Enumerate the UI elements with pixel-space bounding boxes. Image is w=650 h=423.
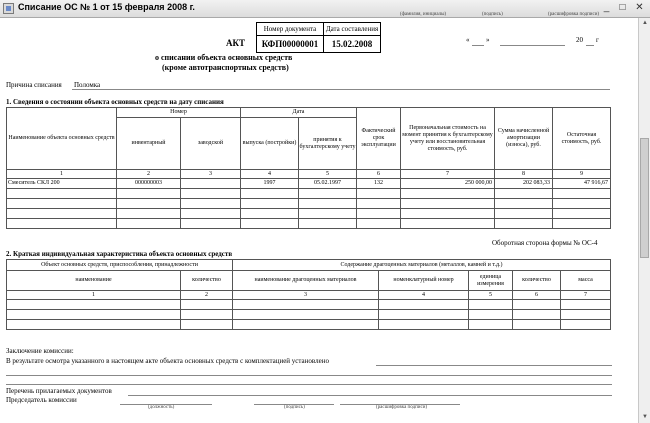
- top-sig-label-3: (расшифровка подписи): [548, 12, 600, 17]
- head-qty2: количество: [513, 271, 561, 291]
- head-term: Фактический срок эксплуатации: [357, 108, 401, 170]
- col-num-4: 4: [241, 170, 299, 179]
- cell-residual[interactable]: 47 916,67: [553, 179, 611, 189]
- col-num-5: 5: [299, 170, 357, 179]
- reason-label: Причина списания: [6, 81, 62, 89]
- conclusion-line-1: [376, 365, 612, 366]
- col-num-2: 2: [117, 170, 181, 179]
- table-row[interactable]: [7, 219, 611, 229]
- attached-docs-line: [128, 395, 612, 396]
- doc-date: 15.02.2008: [324, 36, 381, 53]
- col-num-9: 9: [553, 170, 611, 179]
- day-line: [472, 45, 484, 46]
- table-row[interactable]: [7, 320, 611, 330]
- cell-release[interactable]: 1997: [241, 179, 299, 189]
- col-num-3: 3: [181, 170, 241, 179]
- cell-factory[interactable]: [181, 179, 241, 189]
- year-prefix: 20: [576, 36, 583, 44]
- scroll-up-icon[interactable]: ▲: [642, 20, 648, 26]
- act-subtitle-1: о списании объекта основных средств: [155, 53, 293, 62]
- head-obj-name: наименование: [7, 271, 181, 291]
- act-subtitle-2: (кроме автотранспортных средств): [162, 63, 289, 72]
- document-icon: [3, 3, 14, 14]
- s2-col-num-1: 1: [7, 291, 181, 300]
- head-release: выпуска (постройки): [241, 118, 299, 170]
- sig-label-name: (расшифровка подписи): [376, 405, 428, 410]
- reason-line: [72, 89, 610, 90]
- quote-close: »: [486, 36, 490, 44]
- top-sig-label-2: (подпись): [482, 12, 503, 17]
- head-accept: принятия к бухгалтерскому учету: [299, 118, 357, 170]
- scroll-down-icon[interactable]: ▼: [642, 414, 648, 420]
- head-obj-qty: количество: [181, 271, 233, 291]
- col-num-6: 6: [357, 170, 401, 179]
- cell-amort[interactable]: 202 083,33: [495, 179, 553, 189]
- back-side-label: Оборотная сторона формы № ОС-4: [492, 239, 598, 247]
- month-line: [500, 45, 565, 46]
- head-inv: инвентарный: [117, 118, 181, 170]
- year-suffix: г: [596, 36, 599, 44]
- head-date: Дата: [241, 108, 357, 118]
- col-date-label: Дата составления: [324, 23, 381, 36]
- table-row[interactable]: [7, 300, 611, 310]
- head-factory: заводской: [181, 118, 241, 170]
- head-object: Объект основных средств, приспособления, принадлежности: [7, 260, 233, 271]
- scroll-thumb[interactable]: [640, 138, 649, 258]
- vertical-scrollbar[interactable]: [638, 18, 650, 423]
- doc-header-box: [256, 22, 381, 53]
- close-icon[interactable]: ✕: [635, 2, 644, 13]
- quote-open: «: [466, 36, 470, 44]
- document-sheet: [0, 12, 638, 423]
- cell-accept[interactable]: 05.02.1997: [299, 179, 357, 189]
- head-name: Наименование объекта основных средств: [7, 108, 117, 170]
- sig-label-position: (должность): [148, 405, 175, 410]
- chair-label: Председатель комиссии: [6, 396, 77, 404]
- head-nomen: номенклатурный номер: [379, 271, 469, 291]
- head-unit: единица измерения: [469, 271, 513, 291]
- head-initial: Первоначальная стоимость на момент принятия к бухгалтерскому учету или восстановительная стоимость, руб.: [401, 108, 495, 170]
- col-num-7: 7: [401, 170, 495, 179]
- col-number-label: Номер документа: [257, 23, 324, 36]
- cell-term[interactable]: 132: [357, 179, 401, 189]
- section1-table: [6, 107, 611, 229]
- table-row[interactable]: [7, 179, 611, 189]
- conclusion-label: Заключение комиссии:: [6, 347, 74, 355]
- table-row[interactable]: [7, 310, 611, 320]
- head-content: Содержание драгоценных материалов (металлов, камней и т.д.): [233, 260, 611, 271]
- top-sig-label-1: (фамилия, инициалы): [400, 12, 447, 17]
- section1-title: 1. Сведения о состоянии объекта основных средств на дату списания: [6, 98, 224, 106]
- minimize-icon[interactable]: _: [603, 2, 610, 13]
- s2-col-num-5: 5: [469, 291, 513, 300]
- head-mass: масса: [561, 271, 611, 291]
- table-row[interactable]: [7, 189, 611, 199]
- window-title: Списание ОС № 1 от 15 февраля 2008 г.: [18, 2, 195, 12]
- section2-title: 2. Краткая индивидуальная характеристика объекта основных средств: [6, 250, 233, 258]
- col-num-1: 1: [7, 170, 117, 179]
- act-title: АКТ: [226, 38, 246, 48]
- s2-col-num-2: 2: [181, 291, 233, 300]
- cell-name[interactable]: Смеситель СКЛ 200: [7, 179, 117, 189]
- head-prec-name: наименование драгоценных материалов: [233, 271, 379, 291]
- s2-col-num-3: 3: [233, 291, 379, 300]
- conclusion-line-3: [6, 384, 612, 385]
- head-number: Номер: [117, 108, 241, 118]
- doc-number: КФП00000001: [257, 36, 324, 53]
- section2-table: [6, 259, 611, 330]
- conclusion-text: В результате осмотра указанного в настоящем акте объекта основных средств с комплектацией установлено: [6, 357, 329, 365]
- sig-label-signature: (подпись): [284, 405, 305, 410]
- s2-col-num-7: 7: [561, 291, 611, 300]
- s2-col-num-6: 6: [513, 291, 561, 300]
- reason-value[interactable]: Поломка: [74, 81, 101, 89]
- year-line: [586, 45, 594, 46]
- table-row[interactable]: [7, 199, 611, 209]
- conclusion-line-2: [6, 375, 612, 376]
- head-residual: Остаточная стоимость, руб.: [553, 108, 611, 170]
- maximize-icon[interactable]: □: [619, 2, 626, 13]
- s2-col-num-4: 4: [379, 291, 469, 300]
- table-row[interactable]: [7, 209, 611, 219]
- col-num-8: 8: [495, 170, 553, 179]
- cell-initial[interactable]: 250 000,00: [401, 179, 495, 189]
- attached-docs-label: Перечень прилагаемых документов: [6, 387, 112, 395]
- cell-inv[interactable]: 000000003: [117, 179, 181, 189]
- head-amort: Сумма начисленной амортизации (износа), руб.: [495, 108, 553, 170]
